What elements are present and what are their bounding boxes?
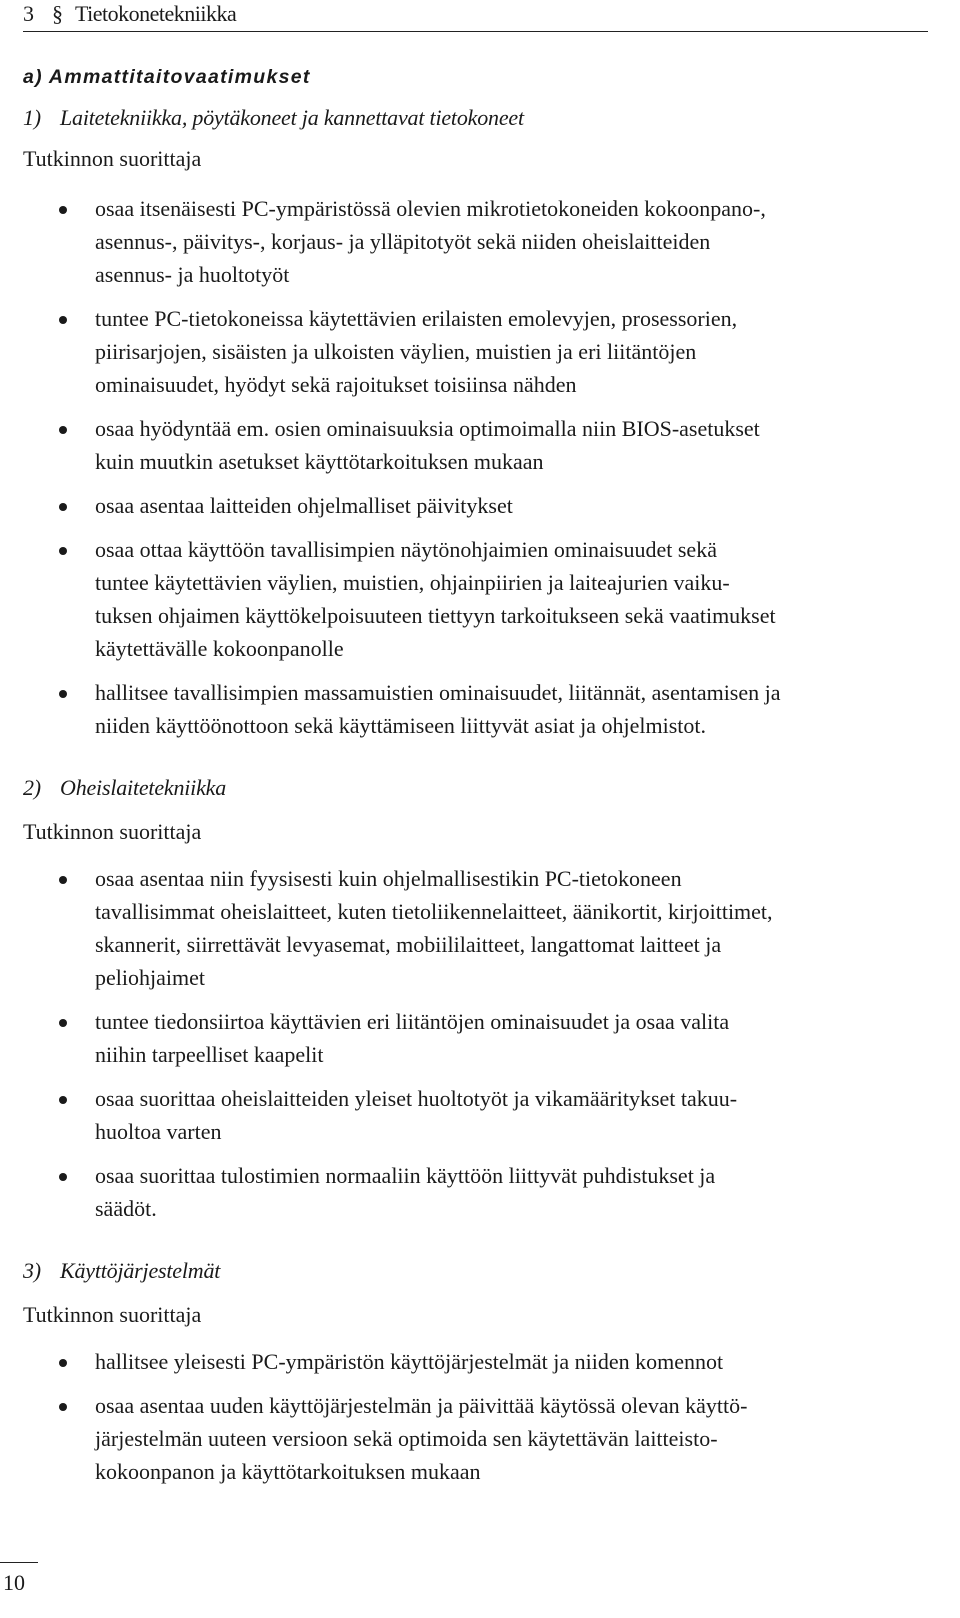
list-item-line: käytettävälle kokoonpanolle	[95, 636, 344, 661]
list-item-line: tavallisimmat oheislaitteet, kuten tietoliikennelaitteet, äänikortit, kirjoittimet,	[95, 899, 773, 924]
list-item-line: osaa asentaa laitteiden ohjelmalliset päivitykset	[95, 493, 513, 518]
list-item	[23, 1082, 928, 1148]
list-item-line: skannerit, siirrettävät levyasemat, mobiililaitteet, langattomat laitteet ja	[95, 932, 722, 957]
list-item	[23, 533, 928, 665]
list-item-line: tuntee PC-tietokoneissa käytettävien erilaisten emolevyjen, prosessorien,	[95, 306, 738, 331]
page-number-rule	[0, 1562, 38, 1563]
chapter-number: 3	[23, 1, 34, 26]
bullet-icon	[59, 1359, 67, 1367]
list-item-line: tuntee käytettävien väylien, muistien, ohjainpiirien ja laiteajurien vaiku-	[95, 570, 730, 595]
list-item-line: osaa asentaa niin fyysisesti kuin ohjelmallisestikin PC-tietokoneen	[95, 866, 682, 891]
section-symbol: §	[52, 1, 63, 26]
list-item-line: hallitsee tavallisimpien massamuistien ominaisuudet, liitännät, asentamisen ja	[95, 680, 781, 705]
bullet-icon	[59, 1403, 67, 1411]
subsection-number: 1)	[23, 105, 41, 130]
list-item	[23, 1389, 928, 1488]
subsection-1	[23, 104, 928, 753]
performer-label: Tutkinnon suorittaja	[23, 819, 202, 844]
list-item-line: tuksen ohjaimen käyttökelpoisuuteen tiettyyn tarkoitukseen sekä vaatimukset	[95, 603, 776, 628]
list-item-line: asennus- ja huoltotyöt	[95, 262, 290, 287]
bullet-icon	[59, 547, 67, 555]
list-item-line: osaa suorittaa oheislaitteiden yleiset huoltotyöt ja vikamääritykset takuu-	[95, 1086, 738, 1111]
bullet-icon	[59, 690, 67, 698]
list-item	[23, 302, 928, 401]
subsection-2	[23, 774, 928, 1236]
bullet-icon	[59, 876, 67, 884]
list-item-line: osaa suorittaa tulostimien normaaliin käyttöön liittyvät puhdistukset ja	[95, 1163, 716, 1188]
list-item-line: niiden käyttöönottoon sekä käyttämiseen liittyvät asiat ja ohjelmistot.	[95, 713, 706, 738]
page-header	[23, 0, 928, 32]
list-item	[23, 412, 928, 478]
subsection-heading	[23, 104, 928, 132]
list-item-line: piirisarjojen, sisäisten ja ulkoisten väylien, muistien ja eri liitäntöjen	[95, 339, 697, 364]
list-item	[23, 1159, 928, 1225]
bullet-icon	[59, 1173, 67, 1181]
list-item-line: huoltoa varten	[95, 1119, 222, 1144]
requirement-list	[23, 192, 928, 742]
performer-label: Tutkinnon suorittaja	[23, 1302, 202, 1327]
document-page	[23, 0, 928, 1484]
list-item	[23, 676, 928, 742]
bullet-icon	[59, 316, 67, 324]
bullet-icon	[59, 503, 67, 511]
bullet-icon	[59, 426, 67, 434]
list-item-line: asennus-, päivitys-, korjaus- ja ylläpitotyöt sekä niiden oheislaitteiden	[95, 229, 711, 254]
list-item	[23, 192, 928, 291]
bullet-icon	[59, 1019, 67, 1027]
list-item-line: niihin tarpeelliset kaapelit	[95, 1042, 324, 1067]
list-item-line: kuin muutkin asetukset käyttötarkoituksen mukaan	[95, 449, 544, 474]
list-item-line: säädöt.	[95, 1196, 157, 1221]
subsection-title: Laitetekniikka, pöytäkoneet ja kannettavat tietokoneet	[60, 105, 524, 130]
performer-label: Tutkinnon suorittaja	[23, 146, 202, 171]
subsection-title: Oheislaitetekniikka	[60, 775, 227, 800]
list-item-line: osaa itsenäisesti PC-ympäristössä olevien mikrotietokoneiden kokoonpano-,	[95, 196, 766, 221]
list-item	[23, 1005, 928, 1071]
subsection-number: 2)	[23, 775, 41, 800]
bullet-icon	[59, 206, 67, 214]
list-item	[23, 862, 928, 994]
list-item	[23, 1345, 928, 1378]
subsection-title: Käyttöjärjestelmät	[60, 1258, 221, 1283]
list-item-line: tuntee tiedonsiirtoa käyttävien eri liitäntöjen ominaisuudet ja osaa valita	[95, 1009, 730, 1034]
subsection-number: 3)	[23, 1258, 41, 1283]
list-item-line: kokoonpanon ja käyttötarkoituksen mukaan	[95, 1459, 481, 1484]
subsection-3	[23, 1257, 928, 1499]
list-item-line: ominaisuudet, hyödyt sekä rajoitukset toisiinsa nähden	[95, 372, 577, 397]
list-item-line: osaa asentaa uuden käyttöjärjestelmän ja päivittää käytössä olevan käyttö-	[95, 1393, 748, 1418]
chapter-title: Tietokonetekniikka	[75, 1, 237, 26]
subsection-heading	[23, 1257, 928, 1285]
requirement-list	[23, 1345, 928, 1488]
list-item	[23, 489, 928, 522]
page-number: 10	[3, 1570, 25, 1595]
requirement-list	[23, 862, 928, 1225]
list-item-line: osaa hyödyntää em. osien ominaisuuksia optimoimalla niin BIOS-asetukset	[95, 416, 760, 441]
list-item-line: järjestelmän uuteen versioon sekä optimoida sen käytettävän laitteisto-	[95, 1426, 718, 1451]
subsection-heading	[23, 774, 928, 802]
list-item-line: hallitsee yleisesti PC-ympäristön käyttöjärjestelmät ja niiden komennot	[95, 1349, 724, 1374]
list-item-line: osaa ottaa käyttöön tavallisimpien näytönohjaimien ominaisuudet sekä	[95, 537, 717, 562]
section-heading-a: a) Ammattitaitovaatimukset	[23, 66, 311, 88]
bullet-icon	[59, 1096, 67, 1104]
list-item-line: peliohjaimet	[95, 965, 205, 990]
